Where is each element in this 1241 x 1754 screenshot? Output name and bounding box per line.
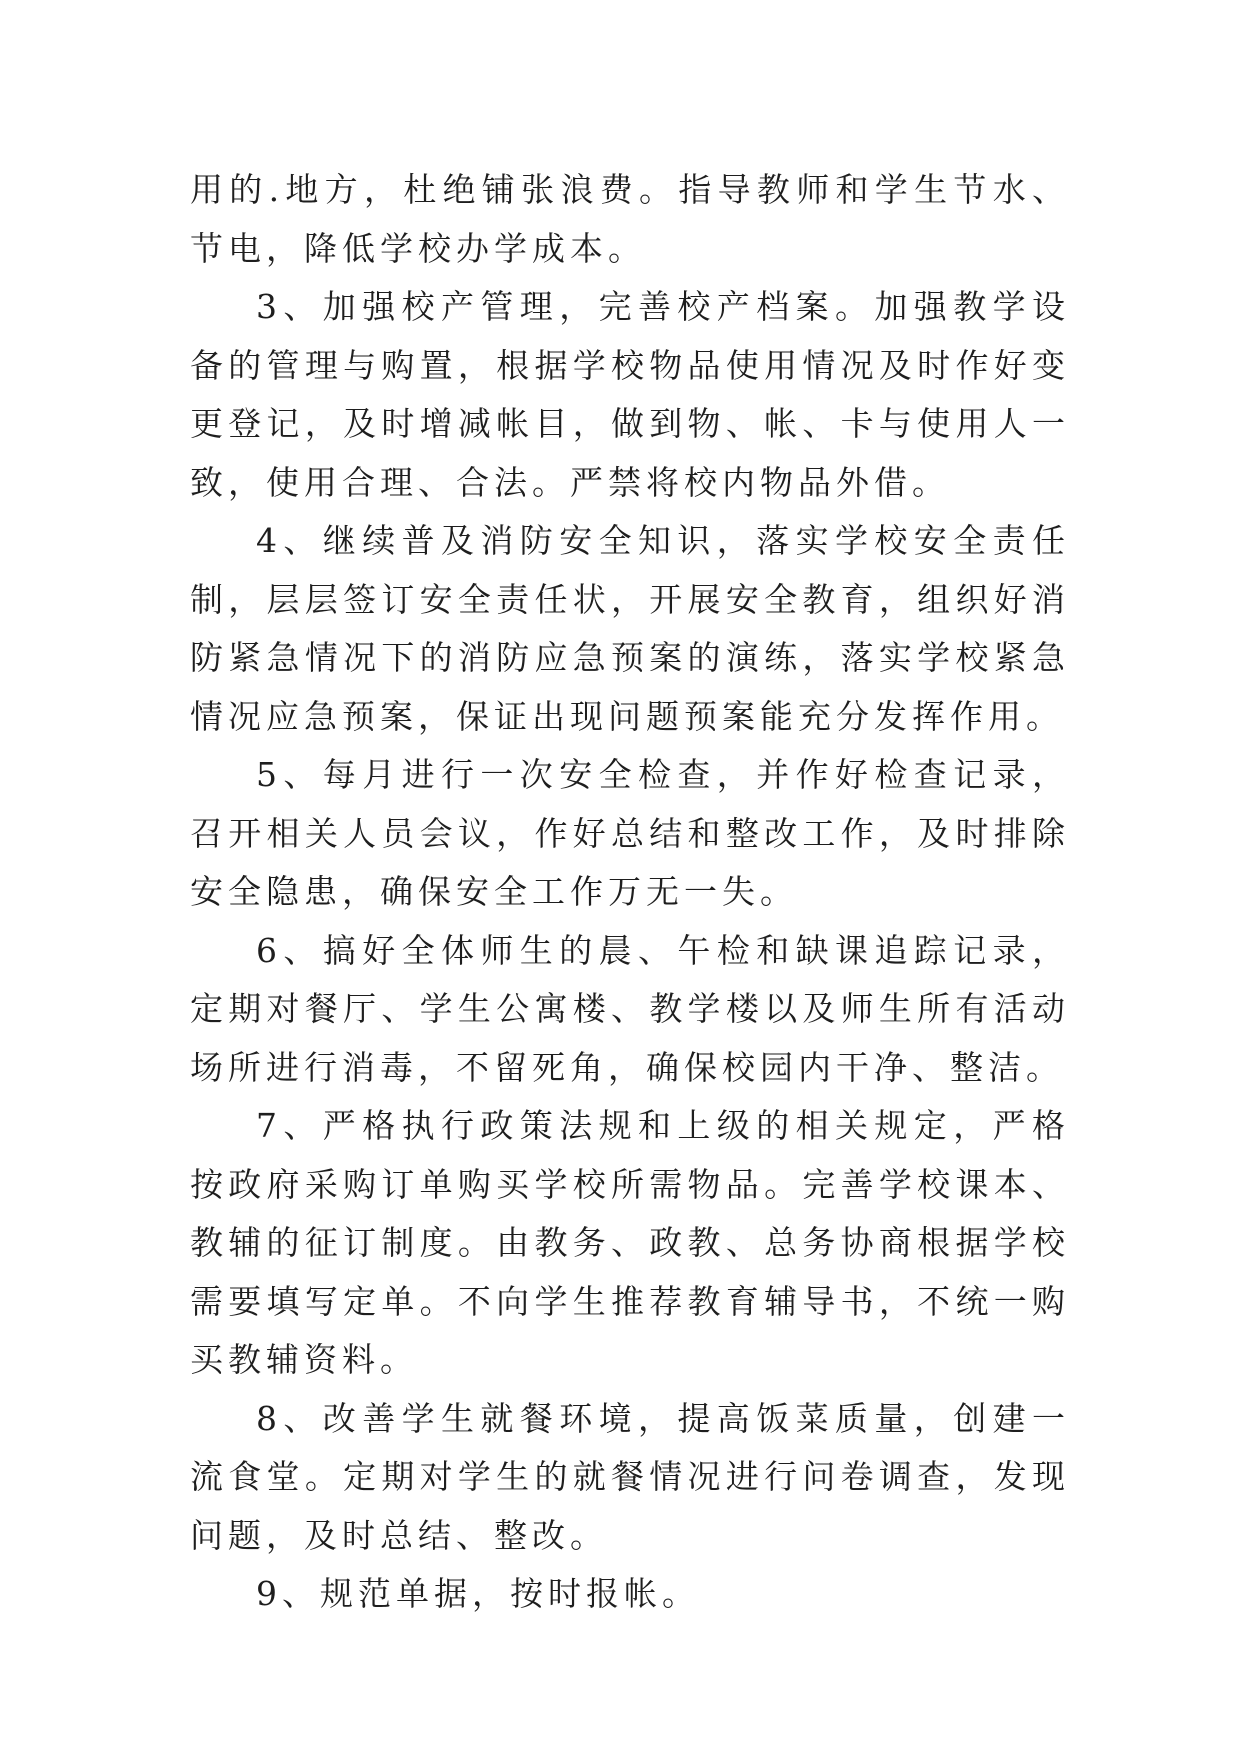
paragraph-item-5: 5、每月进行一次安全检查，并作好检查记录，召开相关人员会议，作好总结和整改工作，及时排除安全隐患，确保安全工作万无一失。 bbox=[190, 755, 1070, 911]
paragraph-item-9: 9、规范单据，按时报帐。 bbox=[256, 1574, 700, 1613]
paragraph-item-6: 6、搞好全体师生的晨、午检和缺课追踪记录，定期对餐厅、学生公寓楼、教学楼以及师生所有活动场所进行消毒，不留死角，确保校园内干净、整洁。 bbox=[190, 930, 1070, 1087]
paragraph-item-8: 8、改善学生就餐环境，提高饭菜质量，创建一流食堂。定期对学生的就餐情况进行问卷调查，发现问题，及时总结、整改。 bbox=[190, 1398, 1070, 1555]
paragraph-continuation: 用的.地方，杜绝铺张浪费。指导教师和学生节水、节电，降低学校办学成本。 bbox=[190, 170, 1070, 268]
paragraph-item-7: 7、严格执行政策法规和上级的相关规定，严格按政府采购订单购买学校所需物品。完善学校课本、教辅的征订制度。由教务、政教、总务协商根据学校需要填写定单。不向学生推荐教育辅导书，不统一购买教辅资料。 bbox=[190, 1106, 1070, 1379]
paragraph-item-4: 4、继续普及消防安全知识，落实学校安全责任制，层层签订安全责任状，开展安全教育，组织好消防紧急情况下的消防应急预案的演练，落实学校紧急情况应急预案，保证出现问题预案能充分发挥作用。 bbox=[190, 521, 1070, 736]
document-body bbox=[190, 161, 1070, 1624]
paragraph-item-3: 3、加强校产管理，完善校产档案。加强教学设备的管理与购置，根据学校物品使用情况及时作好变更登记，及时增减帐目，做到物、帐、卡与使用人一致，使用合理、合法。严禁将校内物品外借。 bbox=[190, 287, 1070, 502]
